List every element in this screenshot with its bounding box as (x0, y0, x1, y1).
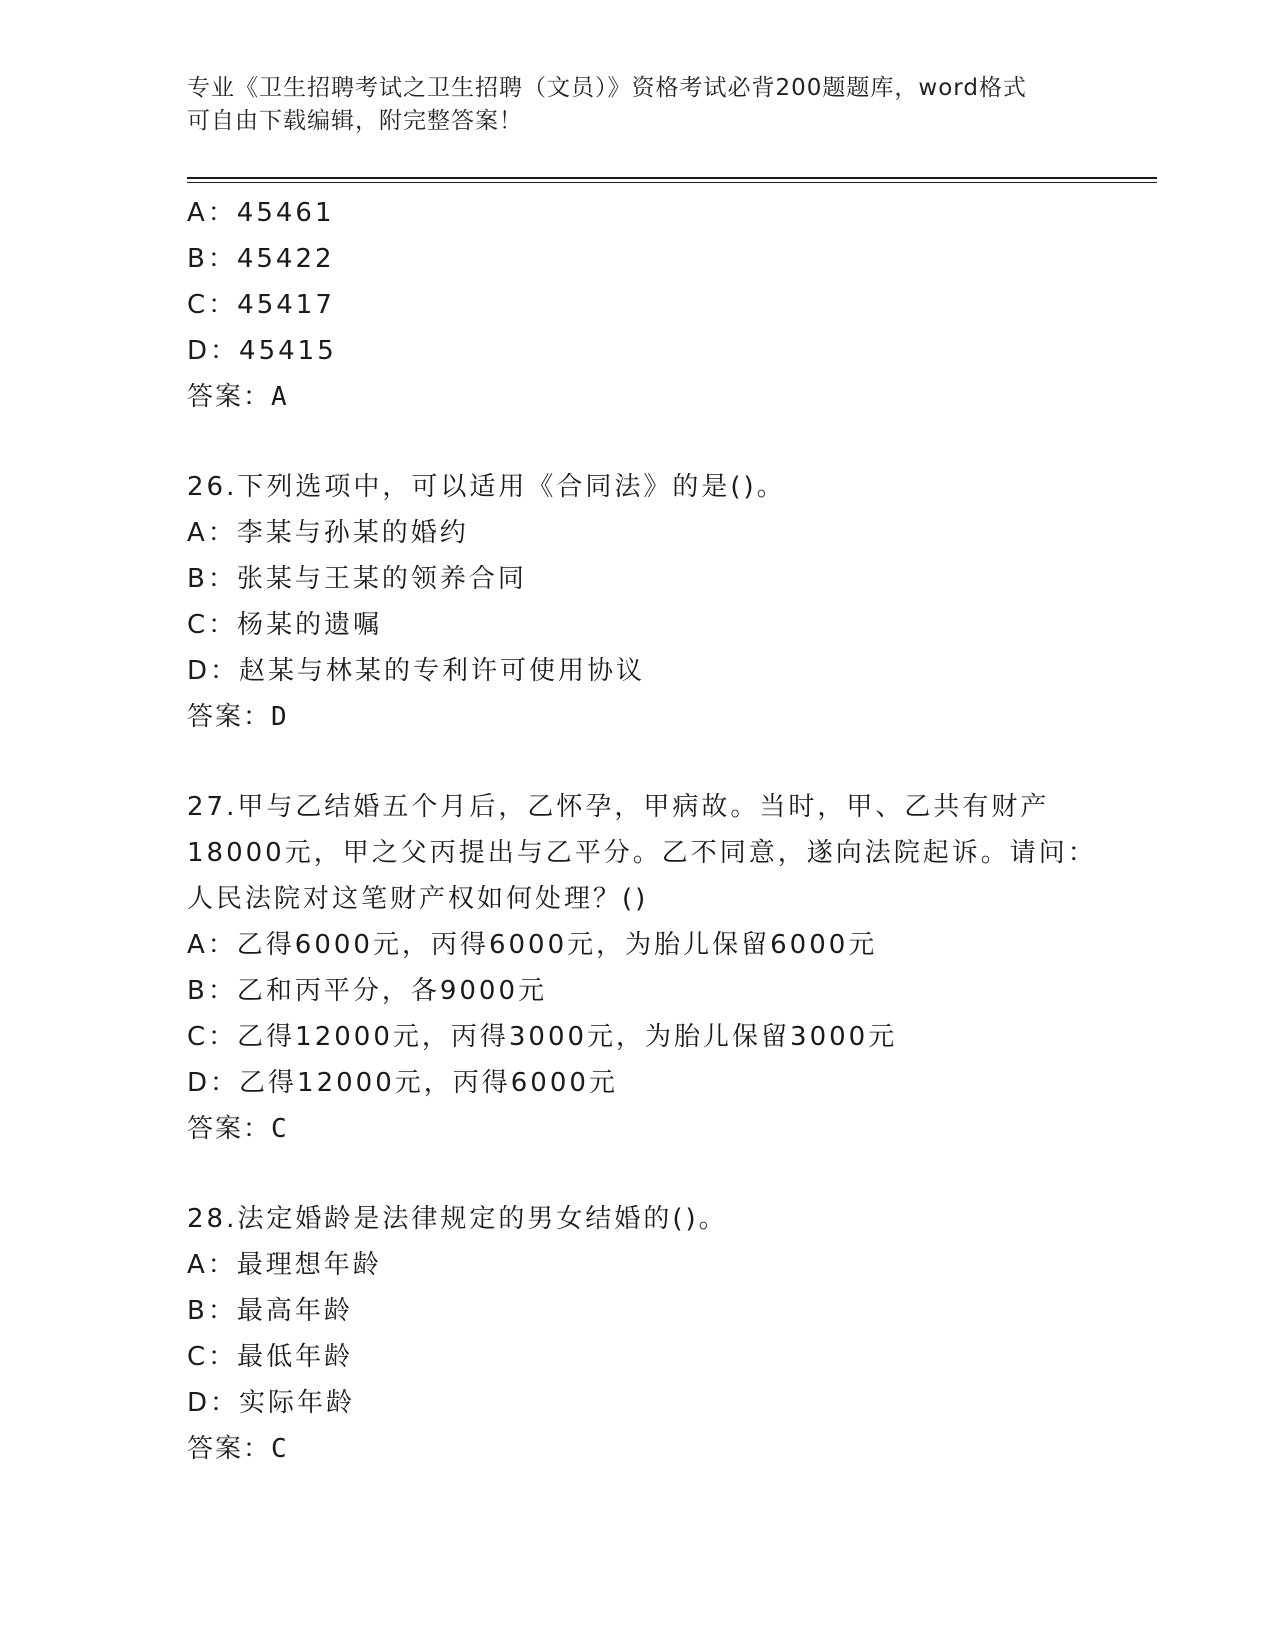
option-text: 最高年龄 (236, 1296, 353, 1326)
option-text: 李某与孙某的婚约 (236, 518, 469, 548)
answer-label: 答案： (187, 1114, 272, 1144)
option-text: 乙和丙平分，各9000元 (236, 976, 548, 1006)
option-label: D： (187, 1068, 240, 1098)
answer-line (187, 1426, 1157, 1472)
option-d (187, 1060, 1157, 1106)
header-rule-thick (187, 177, 1157, 179)
option-d (187, 1380, 1157, 1426)
option-label: D： (187, 1388, 240, 1418)
header-title-line-1: 专业《卫生招聘考试之卫生招聘（文员）》资格考试必背200题题库，word格式 (187, 75, 1027, 101)
option-label: C： (187, 1342, 238, 1372)
option-label: A： (187, 930, 237, 960)
option-label: A： (187, 518, 237, 548)
option-a (187, 1242, 1157, 1288)
question-list (187, 190, 1157, 1472)
option-label: A： (187, 198, 237, 228)
option-text: 45417 (237, 290, 335, 320)
answer-line (187, 694, 1157, 740)
option-label: C： (187, 1022, 238, 1052)
question-spacer (187, 420, 1157, 464)
answer-value: C (271, 1114, 289, 1144)
question-stem: 28.法定婚龄是法律规定的男女结婚的()。 (187, 1204, 728, 1234)
option-text: 45422 (236, 244, 335, 274)
option-b (187, 556, 1157, 602)
option-d (187, 648, 1157, 694)
option-label: B： (187, 244, 237, 274)
option-b (187, 1288, 1157, 1334)
option-text: 乙得6000元，丙得6000元，为胎儿保留6000元 (236, 930, 878, 960)
option-text: 杨某的遗嘱 (237, 610, 383, 640)
header-title-line-2: 可自由下载编辑，附完整答案！ (187, 108, 523, 134)
answer-line (187, 1106, 1157, 1152)
option-c (187, 1334, 1157, 1380)
document-header (187, 72, 1077, 138)
question-block-25 (187, 190, 1157, 420)
option-a (187, 510, 1157, 556)
answer-line (187, 374, 1157, 420)
option-b (187, 968, 1157, 1014)
option-label: B： (187, 1296, 237, 1326)
answer-label: 答案： (187, 1434, 272, 1464)
option-text: 赵某与林某的专利许可使用协议 (239, 656, 646, 686)
question-stem-line-2: 18000元，甲之父丙提出与乙平分。乙不同意，遂向法院起诉。请问： (187, 838, 1097, 868)
question-block-26 (187, 464, 1157, 740)
question-spacer (187, 1152, 1157, 1196)
option-text: 实际年龄 (239, 1388, 356, 1418)
option-c (187, 282, 1157, 328)
option-label: C： (187, 610, 238, 640)
option-a (187, 190, 1157, 236)
option-b (187, 236, 1157, 282)
header-rule-thin (187, 182, 1157, 183)
option-label: D： (187, 656, 240, 686)
option-text: 最低年龄 (237, 1342, 354, 1372)
option-label: A： (187, 1250, 237, 1280)
option-c (187, 602, 1157, 648)
answer-value: A (271, 382, 289, 412)
option-text: 乙得12000元，丙得3000元，为胎儿保留3000元 (237, 1022, 898, 1052)
option-text: 张某与王某的领养合同 (236, 564, 527, 594)
option-d (187, 328, 1157, 374)
option-text: 45461 (236, 198, 335, 228)
question-stem: 26.下列选项中，可以适用《合同法》的是()。 (187, 472, 786, 502)
option-label: B： (187, 976, 237, 1006)
option-label: D： (187, 336, 240, 366)
answer-label: 答案： (187, 382, 272, 412)
option-label: B： (187, 564, 237, 594)
question-spacer (187, 740, 1157, 784)
answer-value: D (271, 702, 289, 732)
option-a (187, 922, 1157, 968)
option-text: 45415 (239, 336, 337, 366)
option-c (187, 1014, 1157, 1060)
question-stem-line-1: 27.甲与乙结婚五个月后，乙怀孕，甲病故。当时，甲、乙共有财产 (187, 792, 1050, 822)
question-stem-line-3: 人民法院对这笔财产权如何处理？() (187, 884, 649, 914)
option-text: 最理想年龄 (236, 1250, 382, 1280)
answer-label: 答案： (187, 702, 272, 732)
question-block-28 (187, 1196, 1157, 1472)
answer-value: C (271, 1434, 289, 1464)
option-label: C： (187, 290, 238, 320)
option-text: 乙得12000元，丙得6000元 (239, 1068, 618, 1098)
question-block-27 (187, 784, 1157, 1152)
